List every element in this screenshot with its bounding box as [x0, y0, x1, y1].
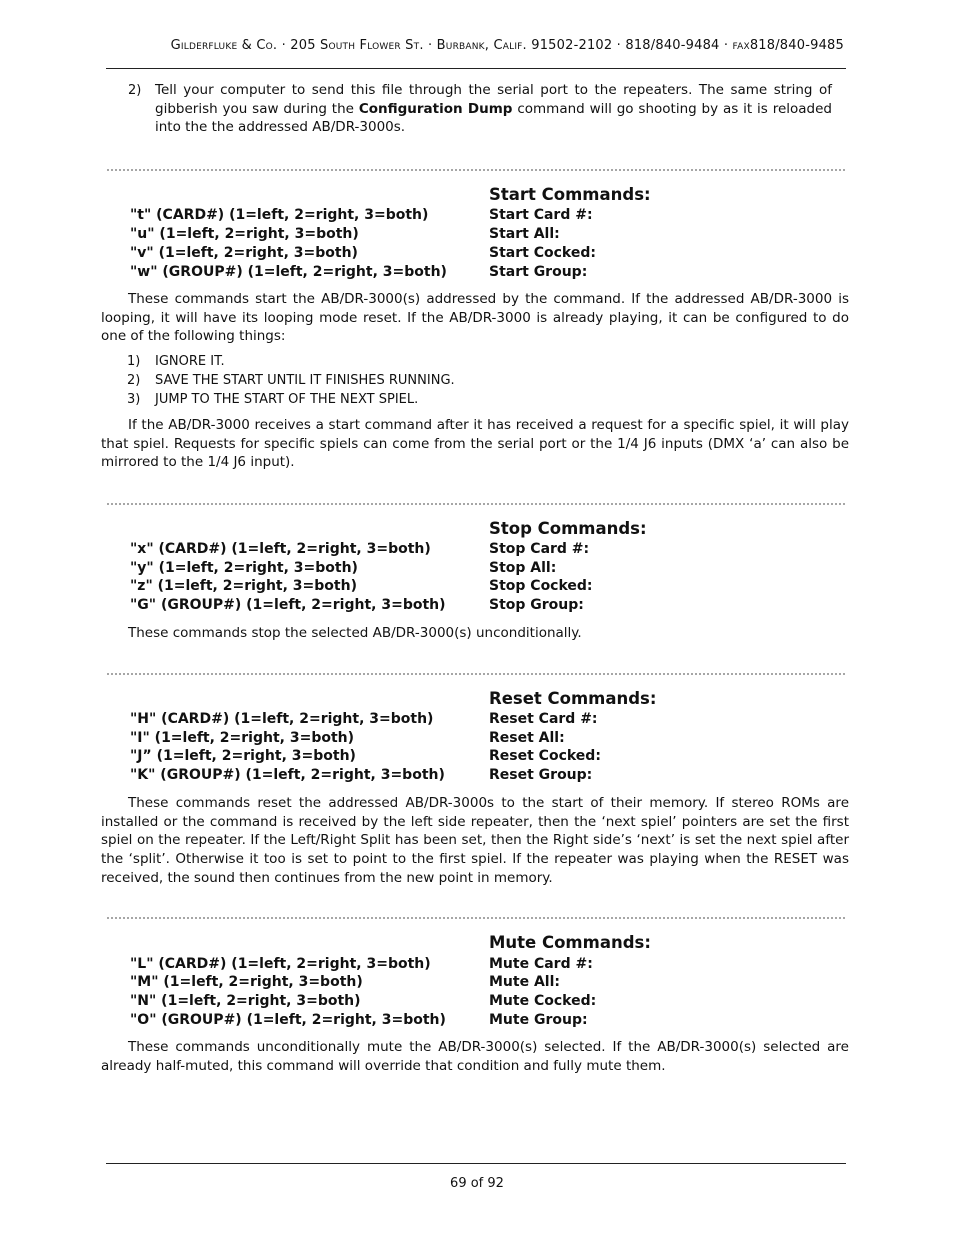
- stop-cmd-name: Stop Cocked:: [489, 578, 593, 594]
- start-list-item: 1) IGNORE IT.: [127, 354, 225, 369]
- reset-cmd-name: Reset All:: [489, 730, 565, 746]
- mute-cmd-name: Mute Group:: [489, 1012, 588, 1028]
- start-cmd-code: "t" (CARD#) (1=left, 2=right, 3=both): [130, 207, 429, 223]
- mute-cmd-name: Mute Card #:: [489, 956, 593, 972]
- reset-cmd-code: "J” (1=left, 2=right, 3=both): [130, 748, 356, 764]
- stop-cmd-code: "G" (GROUP#) (1=left, 2=right, 3=both): [130, 597, 446, 613]
- reset-commands-title: Reset Commands:: [489, 689, 657, 708]
- section-divider: [106, 672, 846, 676]
- stop-cmd-name: Stop Group:: [489, 597, 584, 613]
- start-cmd-name: Start Cocked:: [489, 245, 596, 261]
- stop-cmd-code: "y" (1=left, 2=right, 3=both): [130, 560, 358, 576]
- start-cmd-name: Start Group:: [489, 264, 588, 280]
- footer-rule: [106, 1163, 846, 1164]
- start-cmd-code: "u" (1=left, 2=right, 3=both): [130, 226, 359, 242]
- stop-cmd-code: "x" (CARD#) (1=left, 2=right, 3=both): [130, 541, 431, 557]
- section-divider: [106, 502, 846, 506]
- mute-cmd-code: "N" (1=left, 2=right, 3=both): [130, 993, 361, 1009]
- stop-cmd-name: Stop All:: [489, 560, 557, 576]
- reset-cmd-name: Reset Card #:: [489, 711, 598, 727]
- start-cmd-name: Start All:: [489, 226, 560, 242]
- reset-cmd-code: "K" (GROUP#) (1=left, 2=right, 3=both): [130, 767, 445, 783]
- mute-paragraph: These commands unconditionally mute the AB/DR-3000(s) selected. If the AB/DR-3000(s) selected are already half-muted, this command will override that condition and fully mute them.: [101, 1039, 849, 1074]
- mute-cmd-name: Mute All:: [489, 974, 560, 990]
- start-paragraph: These commands start the AB/DR-3000(s) addressed by the command. If the addressed AB/DR-3000 is looping, it will have its looping mode reset. If the AB/DR-3000 is already playing, it can be configured to do one of the following things:: [101, 291, 849, 345]
- start-cmd-code: "v" (1=left, 2=right, 3=both): [130, 245, 358, 261]
- reset-cmd-code: "I" (1=left, 2=right, 3=both): [130, 730, 355, 746]
- section-divider: [106, 916, 846, 920]
- stop-paragraph: These commands stop the selected AB/DR-3000(s) unconditionally.: [128, 625, 582, 641]
- intro-number: 2): [128, 83, 142, 98]
- mute-cmd-name: Mute Cocked:: [489, 993, 597, 1009]
- reset-cmd-name: Reset Cocked:: [489, 748, 601, 764]
- start-commands-title: Start Commands:: [489, 185, 651, 204]
- start-paragraph-2: If the AB/DR-3000 receives a start command after it has received a request for a specific spiel, it will play that spiel. Requests for specific spiels can come from the serial port or the 1/4 J6 inputs (DMX ‘a’ can also be mirrored to the 1/4 J6 input).: [101, 417, 849, 471]
- reset-paragraph: These commands reset the addressed AB/DR-3000s to the start of their memory. If stereo ROMs are installed or the command is received by the left side repeater, then the ‘next spiel’ pointers are set the first spiel on the repeater. If the Left/Right Split has been set, then the Right side’s ‘next’ is set the next spiel after the ‘split’. Otherwise it too is set to point to the first spiel. If the repeater was playing when the RESET was received, the sound then continues from the new point in memory.: [101, 795, 849, 886]
- page-header: Gilderfluke & Co. · 205 South Flower St. · Burbank, Calif. 91502-2102 · 818/840-9484 · fax818/840-9485: [170, 38, 844, 53]
- stop-cmd-name: Stop Card #:: [489, 541, 590, 557]
- start-list-item: 2) SAVE THE START UNTIL IT FINISHES RUNNING.: [127, 373, 455, 388]
- page-number: 69 of 92: [450, 1176, 504, 1191]
- header-rule: [106, 68, 846, 69]
- reset-cmd-code: "H" (CARD#) (1=left, 2=right, 3=both): [130, 711, 434, 727]
- start-list-item: 3) JUMP TO THE START OF THE NEXT SPIEL.: [127, 392, 419, 407]
- intro-paragraph: Tell your computer to send this file through the serial port to the repeaters. The same string of gibberish you saw during the Configuration Dump command will go shooting by as it is reloaded into the the addressed AB/DR-3000s.: [155, 82, 832, 136]
- reset-cmd-name: Reset Group:: [489, 767, 593, 783]
- mute-cmd-code: "L" (CARD#) (1=left, 2=right, 3=both): [130, 956, 431, 972]
- mute-cmd-code: "M" (1=left, 2=right, 3=both): [130, 974, 363, 990]
- stop-commands-title: Stop Commands:: [489, 519, 647, 538]
- mute-cmd-code: "O" (GROUP#) (1=left, 2=right, 3=both): [130, 1012, 446, 1028]
- mute-commands-title: Mute Commands:: [489, 933, 651, 952]
- start-cmd-name: Start Card #:: [489, 207, 593, 223]
- stop-cmd-code: "z" (1=left, 2=right, 3=both): [130, 578, 357, 594]
- section-divider: [106, 168, 846, 172]
- start-cmd-code: "w" (GROUP#) (1=left, 2=right, 3=both): [130, 264, 447, 280]
